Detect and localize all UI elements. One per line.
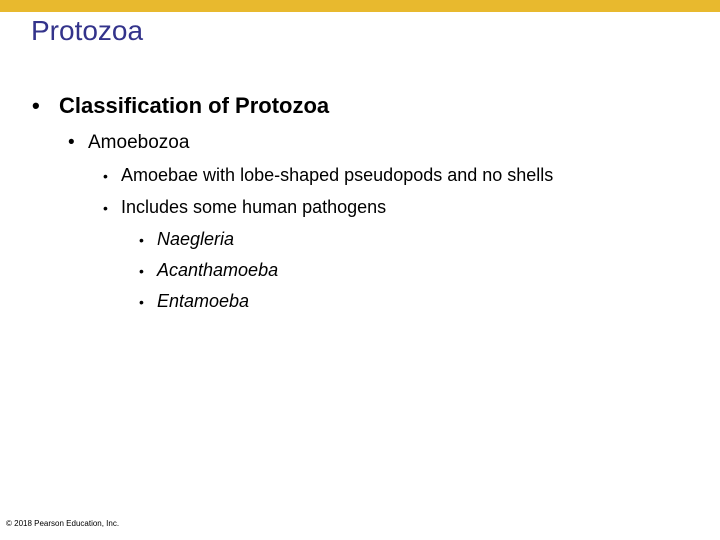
bullet-level-3 [103,163,553,188]
bullet-icon: • [103,200,108,216]
bullet-level-1 [32,92,329,120]
title-background [0,12,30,52]
top-accent-bar [0,0,720,12]
copyright-footer: © 2018 Pearson Education, Inc. [6,519,120,528]
bullet-icon: • [139,232,144,248]
slide-title: Protozoa [31,15,144,46]
pathogen-name: Naegleria [157,229,235,249]
bullet-icon: • [103,168,108,184]
subheading-text: Amoebozoa [88,132,190,153]
bullet-icon: • [139,294,144,310]
bullet-level-4 [139,289,249,314]
bullet-level-3 [103,195,386,220]
bullet-level-2 [68,130,189,156]
bullet-level-4 [139,258,278,283]
bullet-icon: • [32,93,40,118]
bullet-icon: • [139,263,144,279]
heading-text: Classification of Protozoa [59,93,330,118]
pathogen-name: Acanthamoeba [157,260,279,280]
pathogen-name: Entamoeba [157,291,250,311]
bullet-level-4 [139,227,234,252]
bullet-icon: • [68,132,75,153]
point-text: Includes some human pathogens [121,197,387,217]
point-text: Amoebae with lobe-shaped pseudopods and no shells [121,165,554,185]
